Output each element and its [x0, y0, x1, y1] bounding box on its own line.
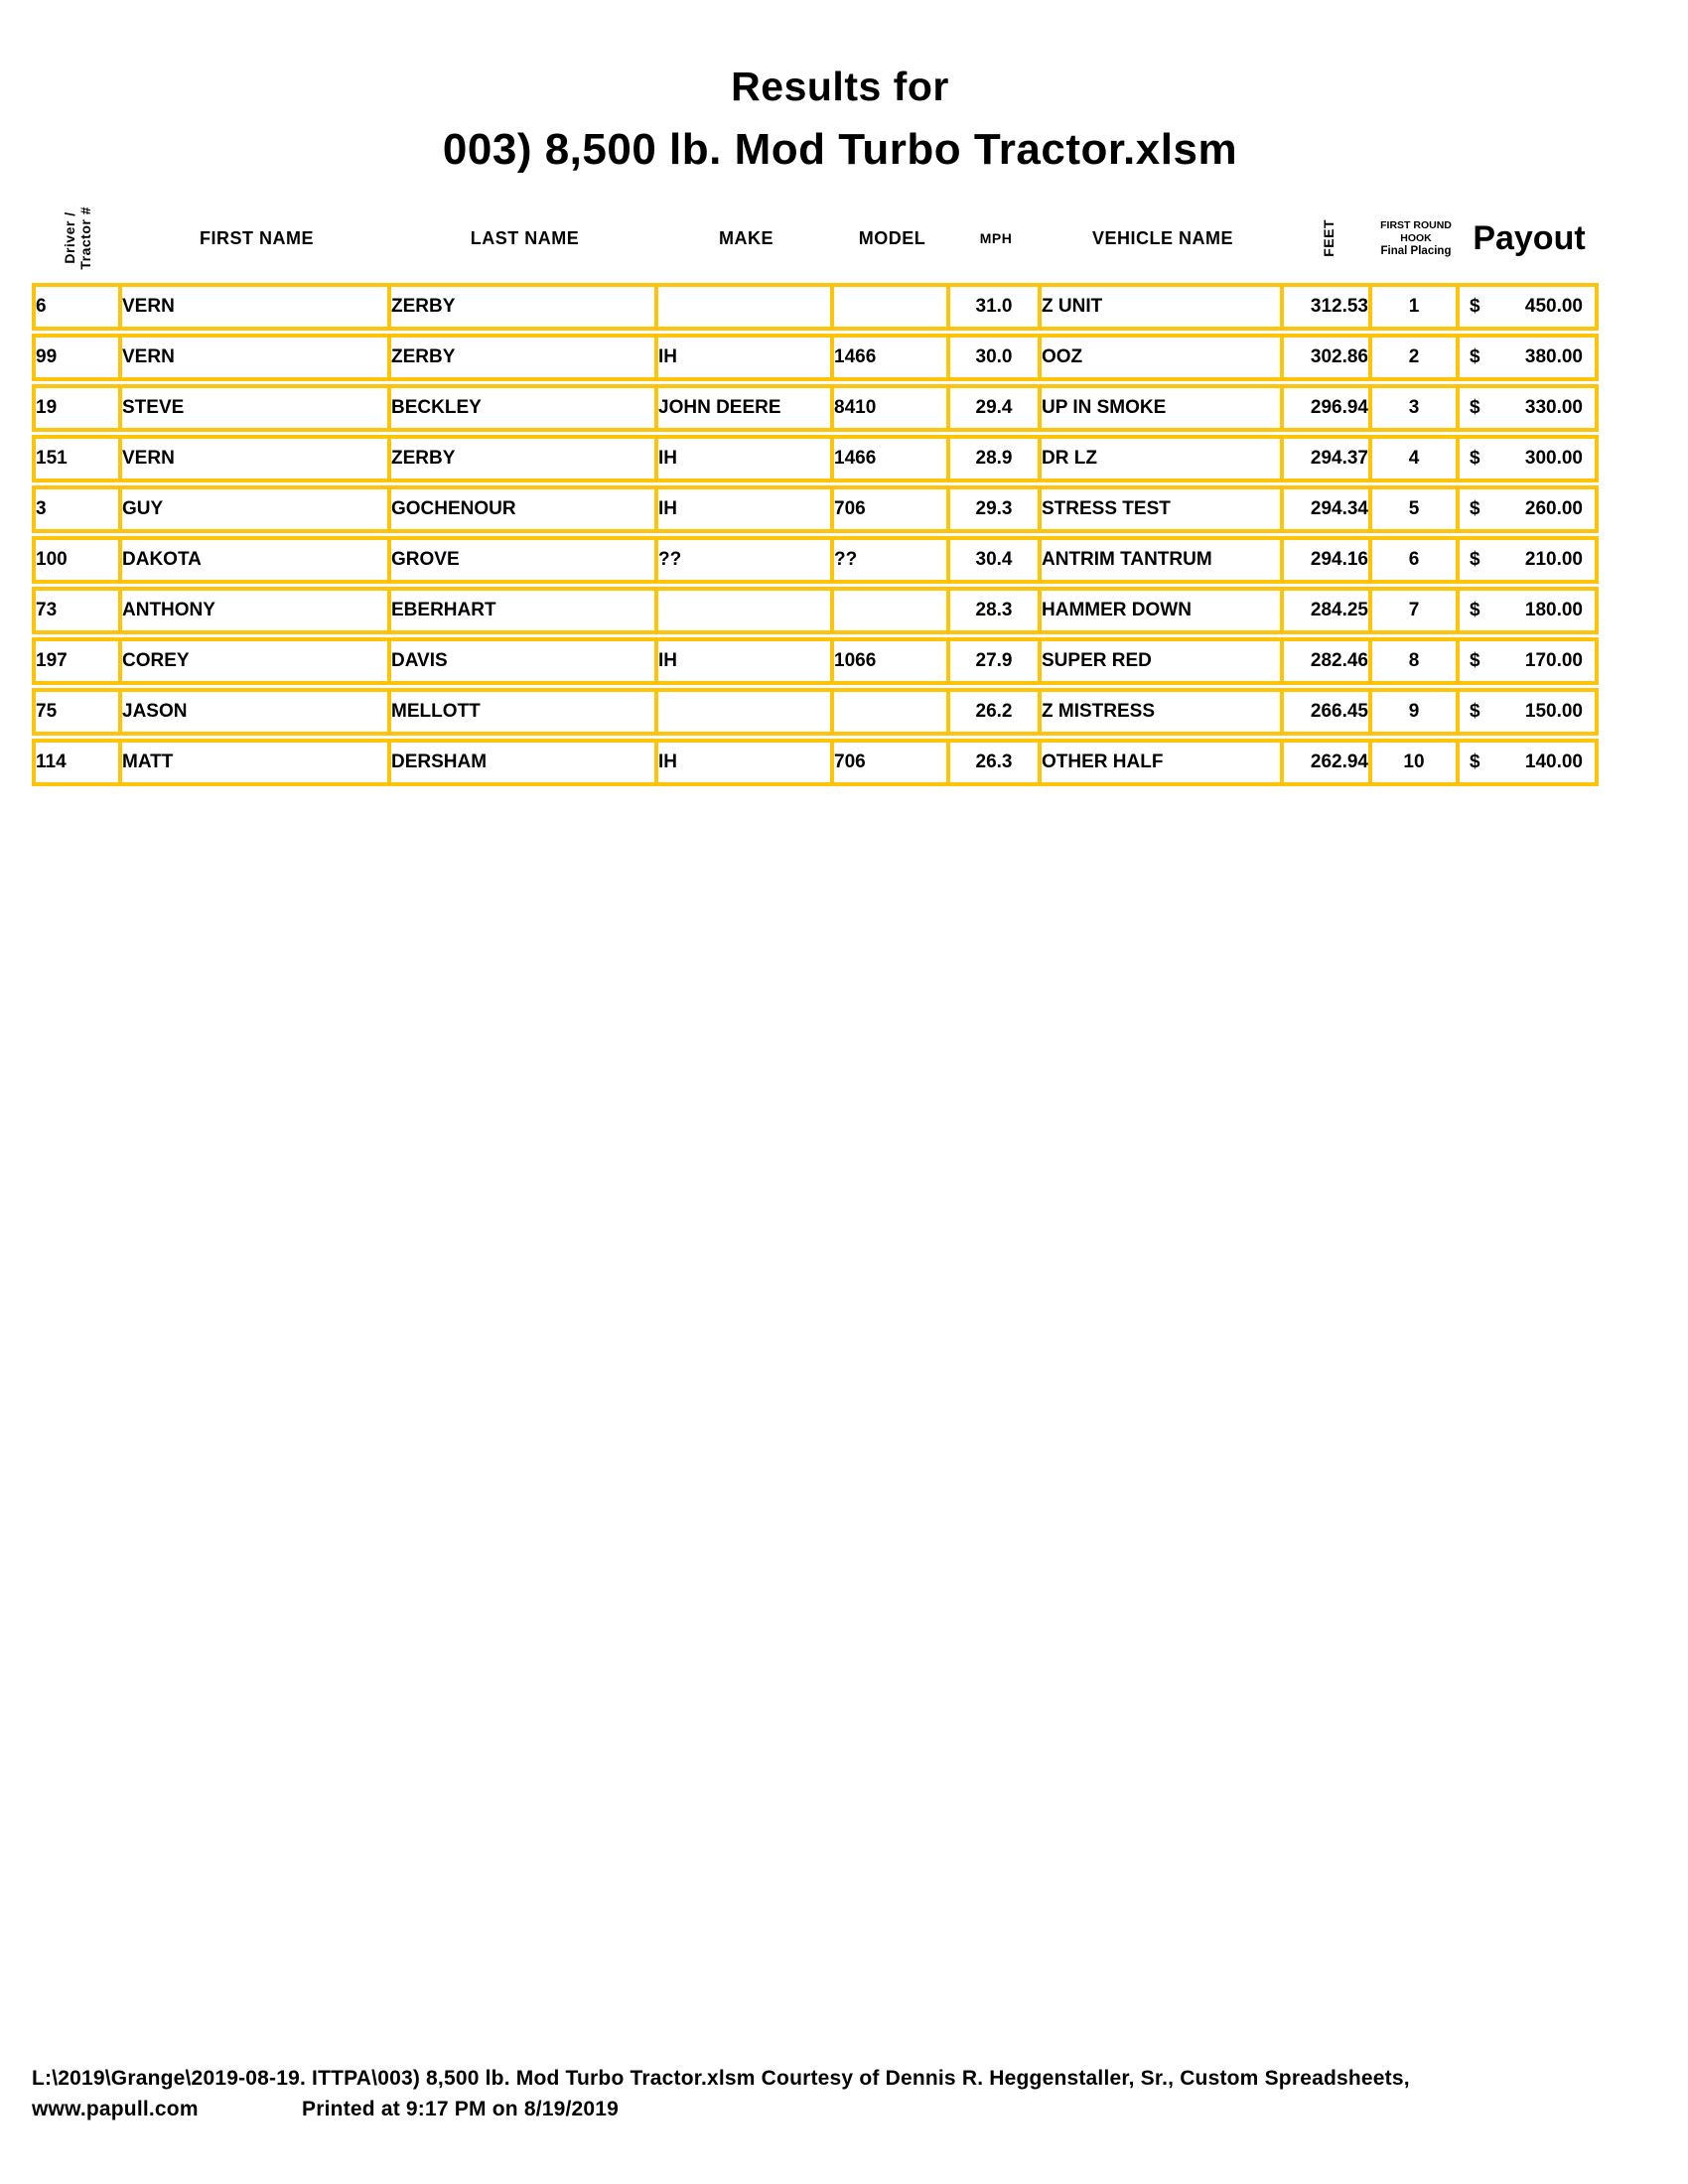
header-vehicle-name: VEHICLE NAME [1091, 227, 1233, 248]
cell-model: 8410 [834, 384, 950, 432]
cell-vehicle-name: UP IN SMOKE [1042, 384, 1284, 432]
cell-mph: 30.4 [950, 536, 1042, 584]
cell-payout [1460, 587, 1599, 634]
cell-make: IH [658, 334, 834, 381]
vertical-header-text: FEET [1320, 219, 1336, 257]
cell-model [834, 688, 950, 736]
cell-final-placing: 9 [1372, 688, 1460, 736]
cell-vehicle-name: ANTRIM TANTRUM [1042, 536, 1284, 584]
cell-make: IH [658, 637, 834, 685]
payout-amount: 150.00 [1524, 701, 1583, 722]
cell-final-placing: 10 [1372, 739, 1460, 786]
page-title: Results for [731, 64, 949, 109]
cell-vehicle-name: STRESS TEST [1042, 485, 1284, 533]
footer-second-line [32, 2094, 1660, 2124]
payout-amount: 210.00 [1524, 549, 1583, 570]
cell-final-placing: 2 [1372, 334, 1460, 381]
cell-vehicle-name: Z MISTRESS [1042, 688, 1284, 736]
cell-feet: 262.94 [1284, 739, 1372, 786]
header-payout: Payout [1473, 218, 1586, 257]
cell-vehicle-name: HAMMER DOWN [1042, 587, 1284, 634]
currency-symbol: $ [1470, 296, 1480, 317]
cell-last-name: GROVE [391, 536, 658, 584]
cell-payout [1460, 739, 1599, 786]
cell-last-name: DERSHAM [391, 739, 658, 786]
header-first-round-hook-final-placing: FIRST ROUND HOOK Final Placing [1380, 218, 1452, 257]
cell-first-name: ANTHONY [122, 587, 391, 634]
cell-feet: 294.16 [1284, 536, 1372, 584]
cell-mph: 28.3 [950, 587, 1042, 634]
table-row [32, 283, 1599, 331]
currency-symbol: $ [1470, 650, 1480, 671]
cell-mph: 30.0 [950, 334, 1042, 381]
cell-vehicle-name: DR LZ [1042, 435, 1284, 482]
cell-final-placing: 7 [1372, 587, 1460, 634]
cell-driver-tractor-number: 75 [32, 688, 122, 736]
cell-final-placing: 3 [1372, 384, 1460, 432]
cell-vehicle-name: SUPER RED [1042, 637, 1284, 685]
cell-model: 706 [834, 739, 950, 786]
cell-feet: 302.86 [1284, 334, 1372, 381]
table-row [32, 688, 1599, 736]
cell-make: ?? [658, 536, 834, 584]
cell-last-name: GOCHENOUR [391, 485, 658, 533]
table-row [32, 536, 1599, 584]
table-row [32, 637, 1599, 685]
cell-first-name: COREY [122, 637, 391, 685]
cell-payout [1460, 637, 1599, 685]
cell-driver-tractor-number: 3 [32, 485, 122, 533]
table-row [32, 739, 1599, 786]
cell-payout [1460, 283, 1599, 331]
header-model: MODEL [858, 227, 926, 248]
cell-make: IH [658, 739, 834, 786]
cell-vehicle-name: OTHER HALF [1042, 739, 1284, 786]
cell-last-name: DAVIS [391, 637, 658, 685]
table-row [32, 435, 1599, 482]
cell-last-name: ZERBY [391, 435, 658, 482]
table-row [32, 485, 1599, 533]
footer-website: www.papull.com [32, 2098, 199, 2120]
header-driver-tractor-number [32, 194, 122, 283]
cell-mph: 28.9 [950, 435, 1042, 482]
currency-symbol: $ [1470, 549, 1480, 570]
cell-payout [1460, 688, 1599, 736]
cell-model [834, 283, 950, 331]
cell-driver-tractor-number: 100 [32, 536, 122, 584]
header-last-name: LAST NAME [470, 227, 580, 248]
cell-first-name: DAKOTA [122, 536, 391, 584]
cell-feet: 312.53 [1284, 283, 1372, 331]
header-feet [1284, 194, 1372, 283]
cell-payout [1460, 334, 1599, 381]
cell-first-name: JASON [122, 688, 391, 736]
vertical-header-text: Driver / Tractor # [61, 206, 93, 270]
results-table [32, 280, 1599, 789]
cell-payout [1460, 384, 1599, 432]
currency-symbol: $ [1470, 600, 1480, 620]
table-row [32, 587, 1599, 634]
currency-symbol: $ [1470, 397, 1480, 418]
cell-mph: 27.9 [950, 637, 1042, 685]
cell-driver-tractor-number: 114 [32, 739, 122, 786]
cell-vehicle-name: OOZ [1042, 334, 1284, 381]
cell-make [658, 688, 834, 736]
footer-file-path-line: L:\2019\Grange\2019-08-19. ITTPA\003) 8,500 lb. Mod Turbo Tractor.xlsm Courtesy of Dennis R. Heggenstaller, Sr., Custom Spreadsheets, [32, 2067, 1410, 2090]
table-row [32, 334, 1599, 381]
cell-feet: 294.37 [1284, 435, 1372, 482]
cell-payout [1460, 485, 1599, 533]
cell-final-placing: 8 [1372, 637, 1460, 685]
cell-last-name: MELLOTT [391, 688, 658, 736]
currency-symbol: $ [1470, 498, 1480, 519]
cell-payout [1460, 536, 1599, 584]
payout-amount: 300.00 [1524, 448, 1583, 469]
cell-model [834, 587, 950, 634]
cell-feet: 296.94 [1284, 384, 1372, 432]
page-footer [32, 2063, 1660, 2124]
cell-final-placing: 6 [1372, 536, 1460, 584]
cell-driver-tractor-number: 19 [32, 384, 122, 432]
cell-final-placing: 4 [1372, 435, 1460, 482]
cell-make: JOHN DEERE [658, 384, 834, 432]
payout-amount: 380.00 [1524, 346, 1583, 367]
cell-model: 706 [834, 485, 950, 533]
table-header-row [32, 194, 1599, 283]
cell-make: IH [658, 485, 834, 533]
payout-amount: 140.00 [1524, 751, 1583, 772]
currency-symbol: $ [1470, 701, 1480, 722]
cell-make: IH [658, 435, 834, 482]
cell-payout [1460, 435, 1599, 482]
cell-final-placing: 1 [1372, 283, 1460, 331]
cell-mph: 26.2 [950, 688, 1042, 736]
table-row [32, 384, 1599, 432]
cell-model: 1466 [834, 334, 950, 381]
payout-amount: 450.00 [1524, 296, 1583, 317]
payout-amount: 330.00 [1524, 397, 1583, 418]
cell-driver-tractor-number: 151 [32, 435, 122, 482]
page-subtitle: 003) 8,500 lb. Mod Turbo Tractor.xlsm [442, 125, 1238, 174]
cell-last-name: EBERHART [391, 587, 658, 634]
cell-driver-tractor-number: 99 [32, 334, 122, 381]
cell-vehicle-name: Z UNIT [1042, 283, 1284, 331]
cell-model: ?? [834, 536, 950, 584]
payout-amount: 260.00 [1524, 498, 1583, 519]
cell-make [658, 587, 834, 634]
cell-driver-tractor-number: 73 [32, 587, 122, 634]
currency-symbol: $ [1470, 448, 1480, 469]
cell-model: 1066 [834, 637, 950, 685]
cell-model: 1466 [834, 435, 950, 482]
cell-driver-tractor-number: 6 [32, 283, 122, 331]
cell-last-name: BECKLEY [391, 384, 658, 432]
cell-last-name: ZERBY [391, 283, 658, 331]
results-sheet [32, 194, 1599, 789]
cell-first-name: STEVE [122, 384, 391, 432]
header-first-name: FIRST NAME [200, 227, 314, 248]
cell-last-name: ZERBY [391, 334, 658, 381]
cell-feet: 284.25 [1284, 587, 1372, 634]
cell-first-name: VERN [122, 435, 391, 482]
cell-make [658, 283, 834, 331]
cell-mph: 26.3 [950, 739, 1042, 786]
cell-mph: 29.4 [950, 384, 1042, 432]
cell-first-name: VERN [122, 283, 391, 331]
cell-first-name: GUY [122, 485, 391, 533]
cell-mph: 29.3 [950, 485, 1042, 533]
footer-printed-timestamp: Printed at 9:17 PM on 8/19/2019 [302, 2098, 620, 2120]
currency-symbol: $ [1470, 346, 1480, 367]
cell-feet: 266.45 [1284, 688, 1372, 736]
cell-driver-tractor-number: 197 [32, 637, 122, 685]
cell-first-name: MATT [122, 739, 391, 786]
currency-symbol: $ [1470, 751, 1480, 772]
cell-mph: 31.0 [950, 283, 1042, 331]
cell-feet: 294.34 [1284, 485, 1372, 533]
payout-amount: 170.00 [1524, 650, 1583, 671]
cell-first-name: VERN [122, 334, 391, 381]
cell-final-placing: 5 [1372, 485, 1460, 533]
payout-amount: 180.00 [1524, 600, 1583, 620]
cell-feet: 282.46 [1284, 637, 1372, 685]
header-make: MAKE [719, 227, 774, 248]
header-mph: MPH [979, 230, 1013, 246]
